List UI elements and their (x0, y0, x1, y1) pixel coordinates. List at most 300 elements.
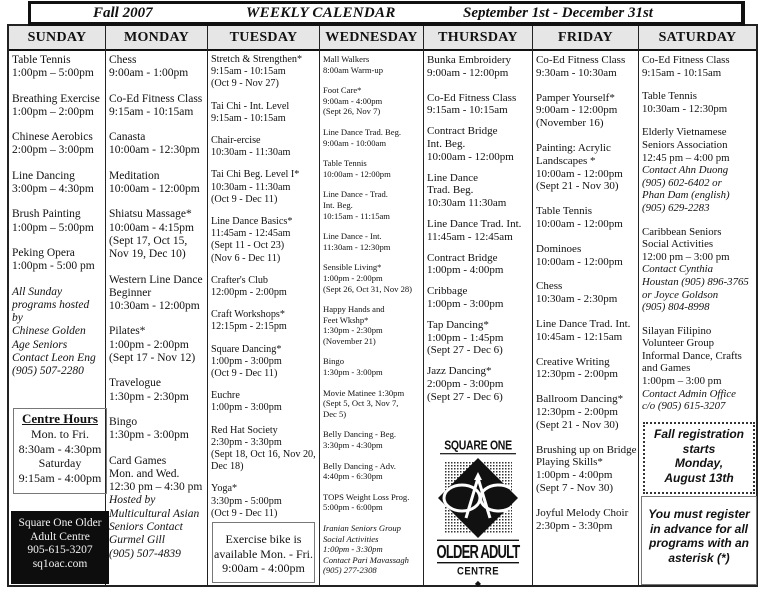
event-time: 1:00pm – 5:00pm (12, 221, 94, 234)
calendar-title: WEEKLY CALENDAR (246, 5, 396, 21)
season-label: Fall 2007 (93, 5, 153, 21)
note-line: Gurmel Gill (109, 534, 165, 547)
event-name: Mall Walkers (323, 54, 370, 64)
event-name: Table Tennis (536, 205, 592, 218)
weekly-calendar-grid (7, 24, 758, 587)
event-name: Seniors Association (642, 138, 728, 151)
event-name: Contract Bridge (427, 251, 498, 264)
event-time: 9:15am - 10:15am (109, 105, 194, 118)
event-item (323, 158, 420, 179)
event-contact: Houstan (905) 896-3765 (642, 275, 749, 288)
event-time: 5:00pm - 6:00pm (323, 502, 383, 513)
event-name: Brushing up on Bridge (536, 443, 637, 456)
event-time: 10:00am - 12:00pm (323, 168, 391, 179)
event-time: 1:00pm - 2:00pm (323, 272, 383, 283)
event-dates: (Sept 27 - Dec 6) (427, 344, 503, 357)
event-item (642, 90, 753, 115)
event-item (109, 131, 204, 158)
tuesday-events (208, 51, 319, 520)
event-item (323, 356, 420, 377)
event-name: Co-Ed Fitness Class (109, 92, 203, 105)
event-time: 2:00pm - 3:00pm (427, 377, 504, 390)
event-contact: (905) 804-8998 (642, 301, 710, 314)
event-time: 10:00am - 4:15pm (109, 221, 194, 234)
event-contact: (905) 602-6402 or (642, 176, 722, 189)
event-time: 9:00am - 12:00pm (427, 66, 509, 79)
event-name: Chess (109, 54, 137, 66)
event-item (12, 208, 102, 235)
event-item (427, 125, 529, 163)
note-line: (905) 507-4839 (109, 547, 181, 560)
event-name: Stretch & Strengthen* (211, 54, 303, 65)
note-line: Social Activities (323, 533, 379, 544)
event-time: 1:00pm – 3:00 pm (642, 375, 722, 388)
event-time: 10:00am - 12:00pm (427, 150, 514, 163)
event-name: Line Dance Trad. Int. (536, 317, 631, 330)
event-item (642, 126, 753, 214)
event-item (211, 425, 316, 474)
event-time: 12:00pm - 2:00pm (211, 287, 287, 299)
event-item (323, 85, 420, 117)
thursday-events (424, 51, 532, 404)
event-time: 1:00pm - 3:00pm (211, 355, 282, 367)
wednesday-host-note (323, 523, 420, 576)
event-item (536, 444, 635, 495)
event-time: 10:30am - 11:30am (211, 181, 291, 193)
event-time: 1:30pm - 2:30pm (323, 325, 383, 336)
centre-hours-box (13, 408, 107, 494)
logo-mid-text: OLDER ADULT (436, 541, 520, 562)
event-item (536, 92, 635, 130)
day-header-saturday: SATURDAY (639, 26, 756, 51)
event-item (211, 309, 316, 333)
event-item (323, 461, 420, 482)
sunday-host-note (12, 286, 102, 379)
event-item (536, 507, 635, 533)
event-item (427, 172, 529, 210)
oac-logo (432, 436, 524, 588)
event-contact: (905) 629-2283 (642, 201, 710, 214)
event-name: Tai Chi - Int. Level (211, 100, 290, 112)
event-name: Feet Wkshp* (323, 314, 369, 325)
event-time: 1:00pm - 4:00pm (536, 469, 613, 482)
event-name: Belly Dancing - Beg. (323, 429, 397, 440)
day-header-tuesday: TUESDAY (208, 26, 319, 51)
event-item (536, 356, 635, 382)
notice-line: in advance for all (649, 521, 749, 536)
event-name: Line Dance Basics* (211, 216, 293, 228)
event-name: Int. Beg. (323, 199, 353, 210)
event-name: Chess (536, 280, 563, 293)
advance-registration-notice (641, 496, 757, 585)
event-item (323, 262, 420, 294)
monday-events (106, 51, 207, 561)
event-item (211, 390, 316, 414)
event-time: 10:15am - 11:15am (323, 210, 390, 221)
event-item (323, 429, 420, 450)
event-dates: (Sept 17 - Nov 12) (109, 352, 196, 365)
event-item (211, 54, 316, 91)
event-time: 1:30pm - 3:00pm (109, 429, 189, 442)
event-name: Caribbean Seniors (642, 225, 722, 238)
event-item (12, 54, 102, 81)
event-contact: Contact Cynthia (642, 263, 714, 276)
event-time: 9:15am - 10:15am (211, 112, 286, 124)
event-time: 10:00am - 12:00pm (536, 255, 623, 268)
event-time: 10:00am - 12:30pm (109, 144, 200, 157)
event-name: Bingo (109, 415, 138, 428)
event-item (536, 243, 635, 269)
event-item (323, 231, 420, 252)
event-dates: (Sept 21 - Nov 30) (536, 418, 619, 431)
event-name: Chair-ercise (211, 135, 261, 147)
centre-website: sq1oac.com (32, 557, 88, 570)
event-item (536, 54, 635, 80)
event-name: Happy Hands and (323, 304, 385, 315)
event-dates: (Sept 18, Oct 16, Nov 20, (211, 449, 316, 461)
event-time: 4:40pm - 6:30pm (323, 471, 383, 482)
note-line: Hosted by (109, 494, 156, 507)
event-item (12, 93, 102, 120)
event-time: 12:30pm - 2:00pm (536, 368, 618, 381)
centre-contact-box (11, 511, 109, 584)
centre-name: Adult Centre (30, 530, 90, 543)
event-time: 1:30pm - 2:30pm (109, 390, 189, 403)
event-item (323, 54, 420, 75)
day-header-wednesday: WEDNESDAY (320, 26, 423, 51)
event-time: 12:15pm - 2:15pm (211, 321, 287, 333)
bike-line: 9:00am - 4:00pm (222, 561, 305, 575)
event-time: 12:30pm - 2:00pm (536, 405, 618, 418)
logo-bottom-text: CENTRE (456, 564, 500, 579)
event-item (12, 247, 102, 274)
event-item (109, 54, 204, 81)
exercise-bike-box (212, 522, 315, 583)
event-dates: (November 16) (536, 117, 604, 130)
event-name: Euchre (211, 390, 240, 402)
event-name: Mon. and Wed. (109, 467, 180, 480)
event-time: 9:00am - 1:00pm (109, 67, 189, 80)
wednesday-events (320, 51, 423, 576)
event-dates: (Sept 26, Nov 7) (323, 106, 381, 117)
event-name: Belly Dancing - Adv. (323, 460, 396, 471)
notice-line: You must register (648, 507, 750, 521)
day-column-sunday (9, 26, 106, 585)
event-time: 1:00pm – 5:00pm (12, 67, 94, 80)
event-name: Yoga* (211, 483, 238, 495)
event-time: 3:30pm - 5:00pm (211, 495, 282, 507)
event-item (211, 344, 316, 381)
event-item (211, 135, 316, 159)
note-line: Contact Pari Mavassagh (323, 554, 409, 565)
event-item (427, 54, 529, 80)
event-name: Contract Bridge (427, 125, 498, 138)
oac-diamond-logo-icon (436, 456, 520, 540)
event-time: 3:00pm – 4:30pm (12, 183, 94, 196)
event-item (109, 274, 204, 314)
event-name: Tai Chi Beg. Level I* (211, 169, 300, 181)
saturday-events (639, 51, 756, 413)
event-name: Card Games (109, 454, 167, 467)
event-item (323, 492, 420, 513)
day-column-saturday (639, 26, 756, 585)
logo-top-text: SQUARE ONE (440, 439, 516, 455)
date-range: September 1st - December 31st (463, 5, 653, 21)
event-item (109, 455, 204, 495)
event-time: 12:30 pm – 4:30 pm (109, 481, 203, 494)
event-name: Bunka Embroidery (427, 54, 512, 66)
event-name: Line Dance Trad. Int. (427, 217, 522, 230)
event-item (427, 218, 529, 244)
event-name: Co-Ed Fitness Class (642, 54, 730, 66)
event-time: 11:45am - 12:45am (427, 230, 513, 243)
event-name: Dominoes (536, 242, 582, 255)
note-line: Multicultural Asian (109, 507, 200, 520)
event-item (109, 93, 204, 120)
event-dates: (Sept 21 - Nov 30) (536, 180, 619, 193)
monday-host-note (109, 494, 204, 560)
day-column-friday (533, 26, 639, 585)
event-item (427, 319, 529, 357)
event-time: 1:30pm - 3:00pm (323, 367, 383, 378)
friday-events (533, 51, 638, 532)
notice-line: asterisk (*) (668, 550, 730, 565)
day-column-thursday (424, 26, 533, 588)
event-time: 1:00pm – 2:00pm (12, 105, 94, 118)
event-name: Co-Ed Fitness Class (536, 54, 626, 66)
hours-line: 8:30am - 4:30pm (18, 441, 102, 456)
note-line: All Sunday (12, 285, 63, 298)
event-name: Tap Dancing* (427, 318, 489, 331)
event-item (211, 275, 316, 299)
event-item (323, 189, 420, 221)
event-time: 9:00am - 10:00am (323, 137, 387, 148)
event-name: Volunteer Group (642, 337, 715, 350)
note-line: (905) 277-2308 (323, 565, 377, 576)
event-item (12, 131, 102, 158)
event-name: Peking Opera (12, 246, 75, 259)
bike-line: available Mon. - Fri. (214, 546, 313, 561)
event-name: Movie Matinee 1:30pm (323, 387, 405, 398)
event-dates: Nov 19, Dec 10) (109, 248, 186, 261)
event-item (642, 226, 753, 314)
event-item (323, 304, 420, 346)
event-name: Chinese Aerobics (12, 131, 93, 144)
event-name: Foot Care* (323, 85, 362, 96)
event-name: Square Dancing* (211, 343, 282, 355)
centre-hours-title: Centre Hours (22, 411, 98, 426)
event-item (323, 388, 420, 420)
event-item (109, 170, 204, 197)
event-time: 1:00pm - 2:00pm (109, 338, 189, 351)
event-name: Western Line Dance (109, 273, 203, 286)
event-item (427, 285, 529, 311)
event-name: Co-Ed Fitness Class (427, 91, 517, 104)
event-time: 9:15am - 10:15am (642, 66, 722, 79)
event-dates: (Sept 17, Oct 15, (109, 234, 188, 247)
event-item (109, 208, 204, 261)
event-dates: (Oct 9 - Dec 11) (211, 507, 278, 519)
event-contact: Phan Dam (english) (642, 189, 730, 202)
event-name: Table Tennis (12, 54, 71, 66)
event-name: Sensible Living* (323, 262, 382, 273)
event-name: Informal Dance, Crafts (642, 349, 742, 362)
event-dates: (Sept 7 - Nov 30) (536, 481, 613, 494)
event-dates: (Oct 9 - Nov 27) (211, 78, 279, 90)
event-name: Line Dance Trad. Beg. (323, 126, 402, 137)
event-name: Painting: Acrylic (536, 141, 611, 154)
event-name: Line Dance - Trad. (323, 189, 388, 200)
event-name: Joyful Melody Choir (536, 506, 629, 519)
event-dates: Dec 18) (211, 461, 244, 473)
event-time: 2:30pm - 3:30pm (536, 519, 613, 532)
event-item (211, 101, 316, 125)
event-item (427, 92, 529, 118)
event-time: 12:00 pm – 3:00 pm (642, 250, 730, 263)
event-dates: (Nov 6 - Dec 11) (211, 252, 281, 264)
event-time: 10:00am - 12:00pm (536, 167, 623, 180)
day-column-wednesday (320, 26, 424, 585)
hours-line: 9:15am - 4:00pm (18, 470, 102, 485)
event-time: 10:00am - 12:00pm (109, 183, 200, 196)
event-name: Travelogue (109, 377, 161, 390)
event-item (427, 365, 529, 403)
event-name: Creative Writing (536, 355, 610, 368)
event-item (211, 483, 316, 520)
registration-line: August 13th (664, 470, 734, 485)
event-name: Canasta (109, 131, 146, 144)
event-time: 2:00pm – 3:00pm (12, 144, 94, 157)
event-name: Playing Skills* (536, 456, 603, 469)
registration-line: Fall registration (653, 427, 745, 441)
event-name: Trad. Beg. (427, 184, 474, 197)
event-name: Ballroom Dancing* (536, 393, 624, 406)
event-dates: (Oct 9 - Dec 11) (211, 193, 278, 205)
event-dates: (November 21) (323, 335, 376, 346)
event-item (536, 280, 635, 306)
note-line: Iranian Seniors Group (323, 523, 401, 533)
event-name: Breathing Exercise (12, 92, 100, 105)
day-header-sunday: SUNDAY (9, 26, 105, 51)
event-name: Line Dance (427, 171, 478, 184)
event-dates: (Sept 27 - Dec 6) (427, 390, 503, 403)
event-time: 9:15am - 10:15am (211, 66, 286, 78)
bike-line: Exercise bike is (225, 532, 302, 546)
event-time: 1:00pm - 3:00pm (211, 402, 282, 414)
sunday-events (9, 51, 105, 379)
event-time: 9:00am - 4:00pm (323, 95, 383, 106)
event-name: TOPS Weight Loss Prog. (323, 491, 410, 502)
event-item (536, 142, 635, 193)
event-name: Craft Workshops* (211, 309, 285, 321)
day-column-tuesday (208, 26, 320, 585)
event-time: 10:30am - 12:00pm (109, 300, 200, 313)
event-item (642, 325, 753, 413)
event-name: Cribbage (427, 285, 468, 298)
event-time: 12:45 pm – 4:00 pm (642, 151, 730, 164)
day-header-monday: MONDAY (106, 26, 207, 51)
event-dates: Dec 5) (323, 408, 347, 419)
event-name: Pamper Yourself* (536, 91, 615, 104)
event-time: 9:30am - 10:30am (536, 66, 617, 79)
event-name: Beginner (109, 286, 152, 299)
note-line: Chinese Golden (12, 325, 86, 338)
event-time: 10:00am - 12:00pm (536, 217, 623, 230)
event-contact: Contact Ahn Duong (642, 164, 729, 177)
event-time: 10:45am - 12:15am (536, 330, 623, 343)
event-item (12, 170, 102, 197)
event-item (211, 169, 316, 206)
event-time: 10:30am - 12:30pm (642, 102, 728, 115)
event-dates: (Oct 9 - Dec 11) (211, 368, 278, 380)
event-time: 1:00pm - 3:00pm (427, 297, 504, 310)
event-dates: (Sept 11 - Oct 23) (211, 240, 285, 252)
event-time: 10:30am 11:30am (427, 197, 507, 210)
event-name: Table Tennis (642, 90, 697, 103)
event-dates: (Sept 5, Oct 3, Nov 7, (323, 398, 399, 409)
centre-phone: 905-615-3207 (27, 544, 93, 556)
hours-line: Mon. to Fri. (30, 427, 89, 441)
event-name: Meditation (109, 169, 160, 182)
diamond-bullet-icon: ◆ (474, 579, 482, 588)
event-name: Bingo (323, 356, 345, 367)
centre-name: Square One Older (18, 517, 102, 529)
event-time: 11:30am - 12:30pm (323, 241, 391, 252)
event-item (211, 216, 316, 265)
event-time: 8:00am Warm-up (323, 64, 384, 75)
event-name: Silayan Filipino (642, 324, 712, 337)
registration-line: starts (682, 441, 716, 456)
note-line: Seniors Contact (109, 521, 183, 534)
event-item (109, 416, 204, 443)
note-line: (905) 507-2280 (12, 365, 84, 378)
hours-line: Saturday (38, 456, 82, 470)
event-name: Line Dance - Int. (323, 231, 382, 242)
note-line: Contact Leon Eng (12, 352, 96, 365)
event-item (536, 318, 635, 344)
event-time: 1:00pm - 4:00pm (427, 264, 504, 277)
event-time: 9:00am - 12:00pm (536, 104, 618, 117)
notice-line: programs with an (648, 536, 749, 550)
event-time: 1:00pm - 5:00 pm (12, 260, 95, 273)
event-time: 9:15am - 10:15am (427, 104, 508, 117)
note-line: Age Seniors (12, 338, 68, 351)
event-item (536, 393, 635, 431)
event-time: 10:30am - 2:30pm (536, 293, 618, 306)
event-name: Landscapes * (536, 154, 596, 167)
event-time: 2:30pm - 3:30pm (211, 436, 282, 448)
event-name: Line Dancing (12, 169, 75, 182)
event-name: Pilates* (109, 325, 146, 338)
note-line: programs hosted by (12, 298, 90, 325)
event-item (109, 377, 204, 404)
event-name: and Games (642, 362, 691, 375)
event-item (427, 252, 529, 278)
event-item (109, 325, 204, 365)
event-name: Int. Beg. (427, 137, 466, 150)
event-item (642, 54, 753, 79)
event-name: Jazz Dancing* (427, 365, 492, 378)
event-time: 3:30pm - 4:30pm (323, 440, 383, 451)
event-name: Elderly Vietnamese (642, 126, 727, 139)
event-name: Crafter's Club (211, 274, 269, 286)
event-contact: or Joyce Goldson (642, 288, 719, 301)
event-name: Shiatsu Massage* (109, 208, 192, 221)
event-time: 11:45am - 12:45am (211, 228, 291, 240)
event-name: Table Tennis (323, 158, 367, 169)
day-header-thursday: THURSDAY (424, 26, 532, 51)
registration-line: Monday, (674, 456, 724, 470)
